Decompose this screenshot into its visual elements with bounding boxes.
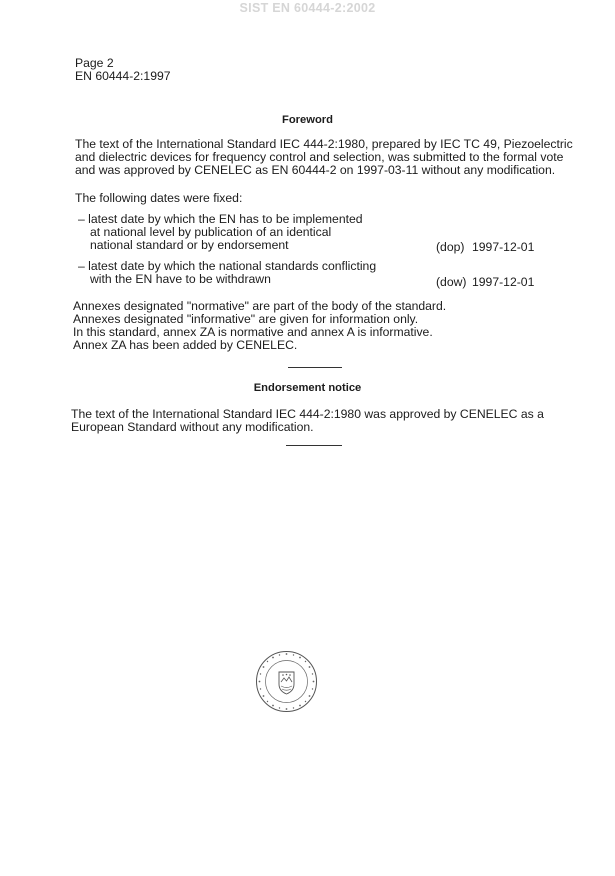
- section-divider: [288, 367, 342, 368]
- date-value-dop: 1997-12-01: [472, 240, 535, 254]
- foreword-title: Foreword: [282, 114, 333, 126]
- date-item-line: with the EN have to be withdrawn: [90, 272, 271, 286]
- doc-number: EN 60444-2:1997: [75, 69, 171, 83]
- date-item-line: at national level by publication of an identical: [90, 225, 332, 239]
- date-item-dow: [78, 260, 376, 286]
- section-divider: [286, 445, 342, 446]
- dates-intro: The following dates were fixed:: [75, 191, 243, 205]
- foreword-paragraph: [75, 138, 573, 177]
- annex-line: In this standard, annex ZA is normative and annex A is informative.: [73, 325, 433, 339]
- foreword-line: and was approved by CENELEC as EN 60444-2 on 1997-03-11 without any modification.: [75, 163, 556, 177]
- date-code-dow: (dow): [436, 275, 467, 289]
- institute-seal-stamp: [255, 650, 318, 713]
- foreword-line: and dielectric devices for frequency control and selection, was submitted to the formal vote: [75, 150, 564, 164]
- endorsement-line: European Standard without any modification.: [71, 420, 314, 434]
- date-item-dop: [78, 213, 363, 252]
- endorsement-line: The text of the International Standard IEC 444-2:1980 was approved by CENELEC as a: [71, 407, 544, 421]
- endorsement-paragraph: [71, 408, 544, 434]
- foreword-line: The text of the International Standard IEC 444-2:1980, prepared by IEC TC 49, Piezoelectric: [75, 137, 573, 151]
- annex-line: Annex ZA has been added by CENELEC.: [73, 338, 298, 352]
- date-code-dop: (dop): [436, 240, 465, 254]
- annex-paragraph: [73, 300, 446, 352]
- date-item-line: national standard or by endorsement: [90, 238, 289, 252]
- date-item-line: – latest date by which the national standards conflicting: [78, 259, 377, 273]
- page-label: Page 2: [75, 56, 114, 70]
- endorsement-title: Endorsement notice: [253, 382, 362, 394]
- annex-line: Annexes designated "normative" are part of the body of the standard.: [73, 299, 447, 313]
- date-item-line: – latest date by which the EN has to be implemented: [78, 212, 363, 226]
- date-value-dow: 1997-12-01: [472, 275, 535, 289]
- annex-line: Annexes designated "informative" are given for information only.: [73, 312, 419, 326]
- watermark: SIST EN 60444-2:2002: [239, 1, 376, 15]
